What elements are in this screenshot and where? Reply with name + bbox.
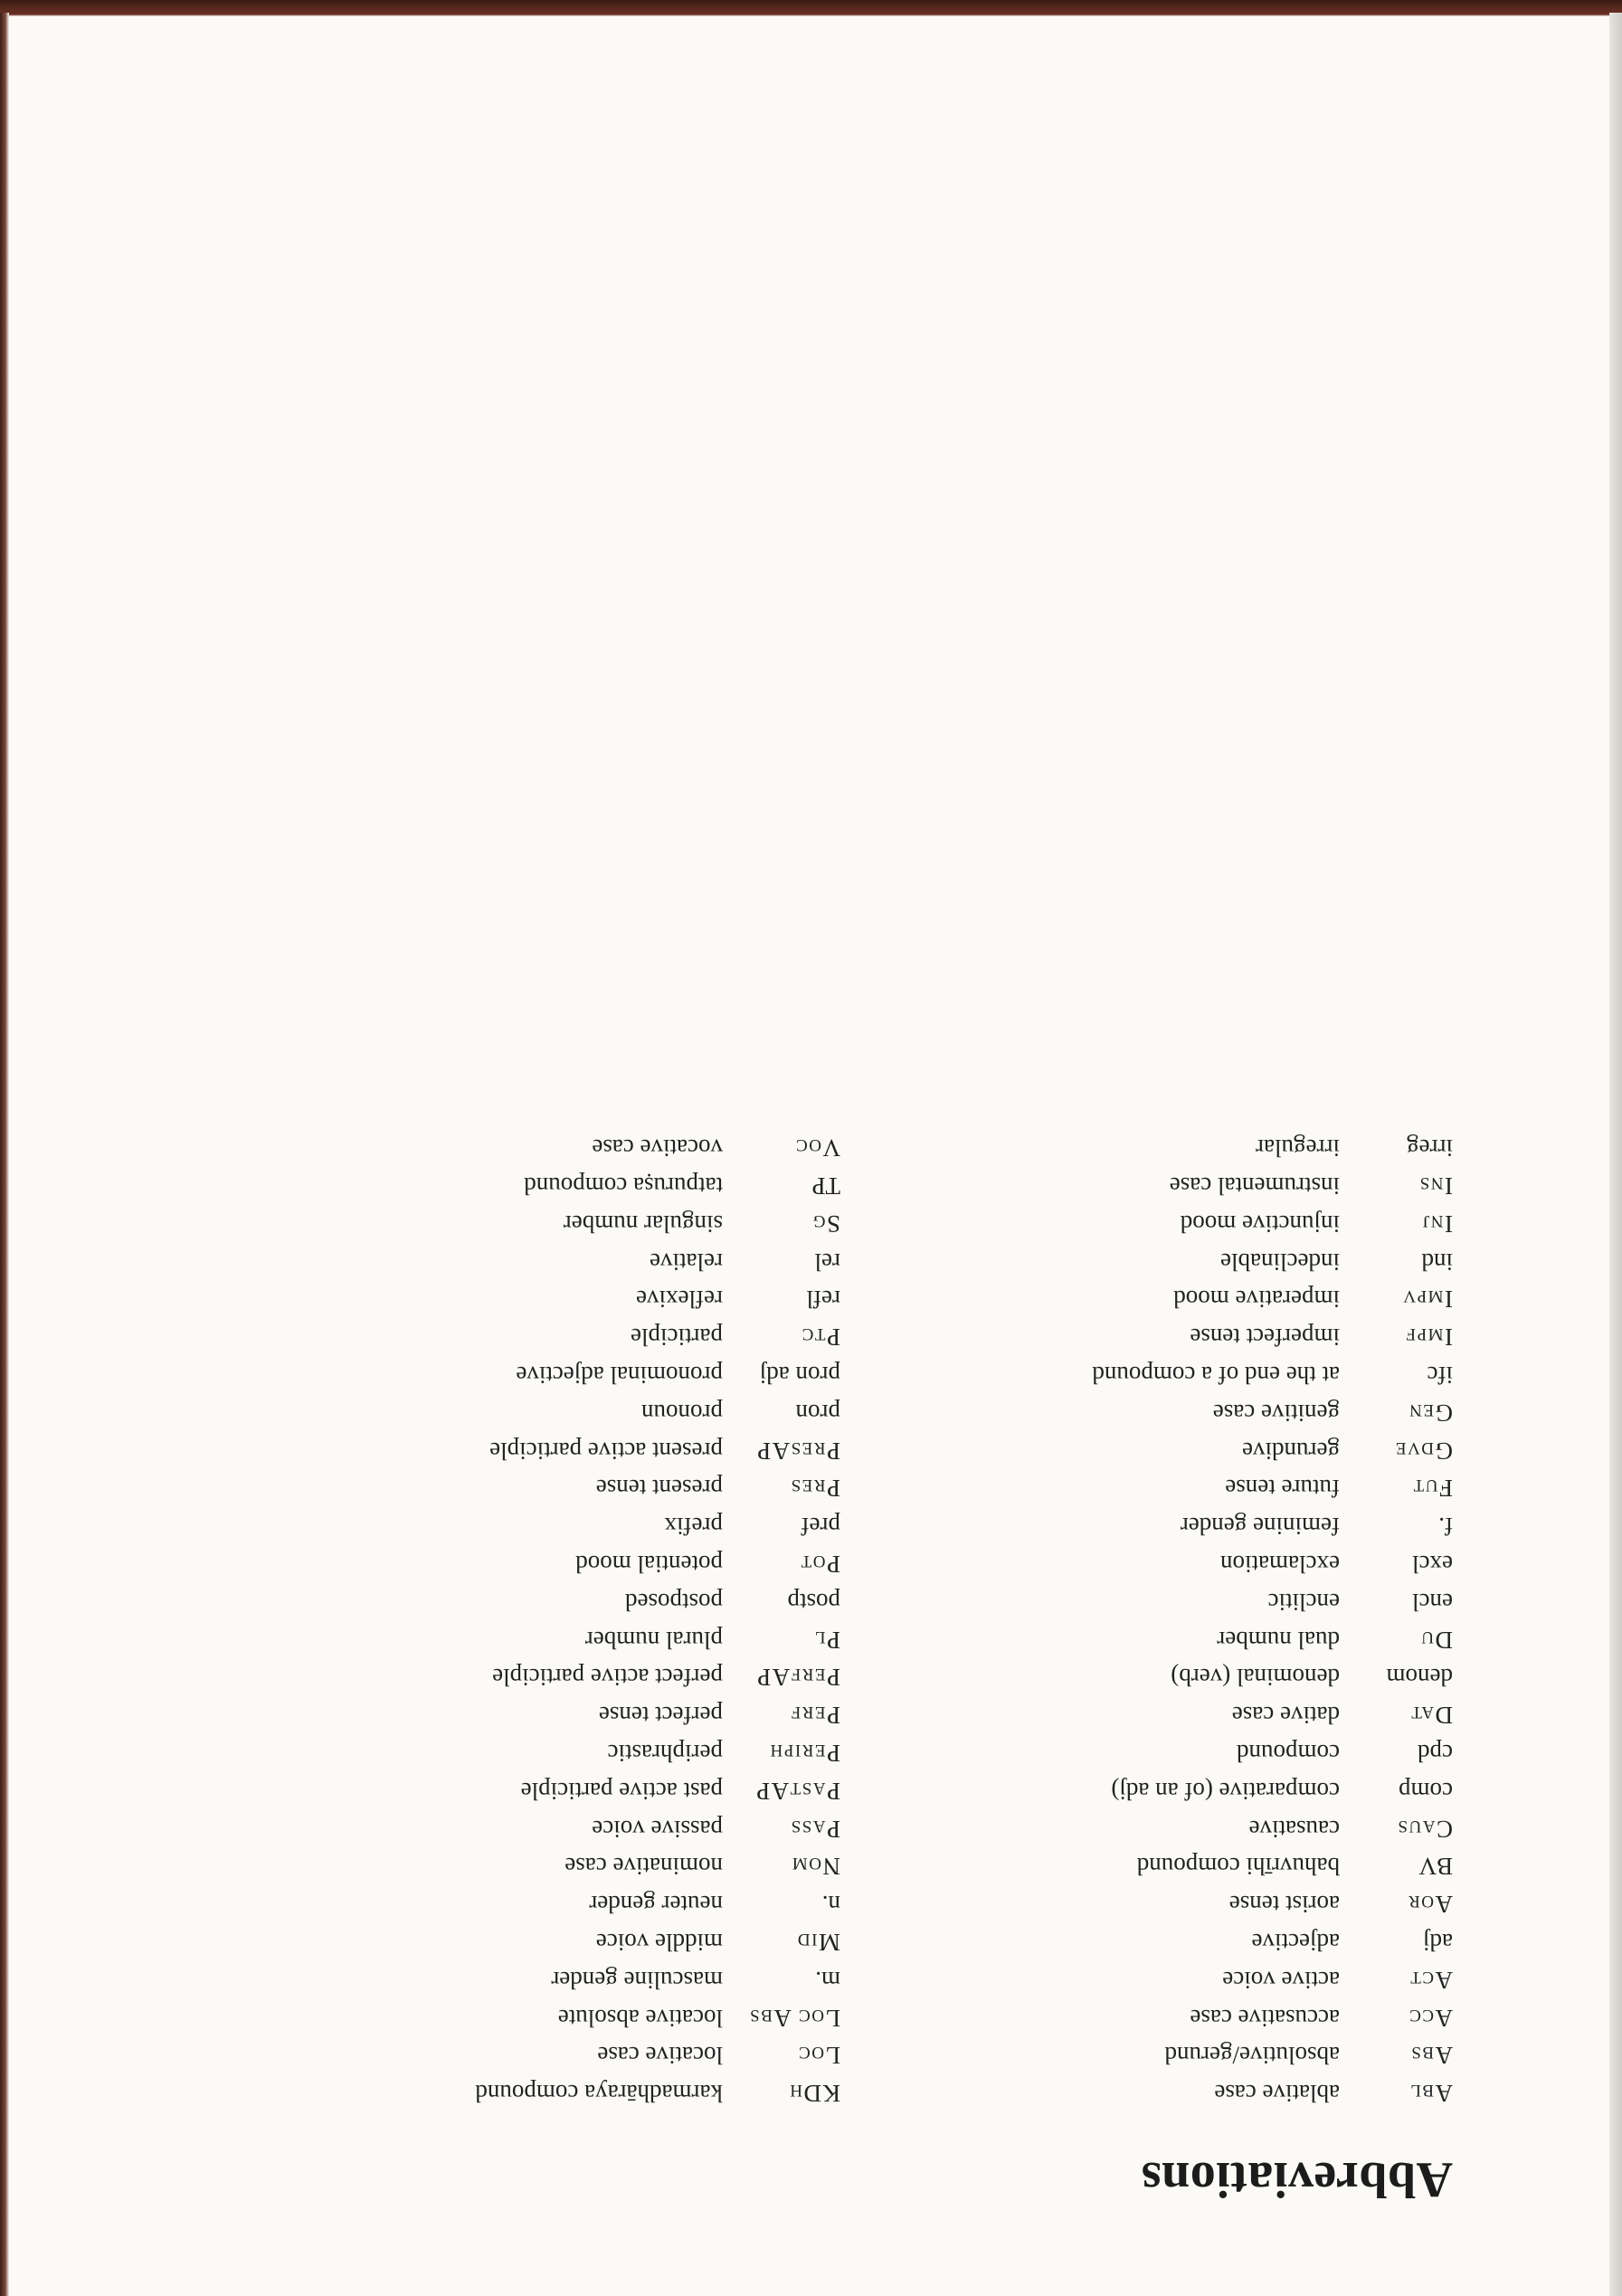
abbreviation-definition: postposed: [625, 1588, 723, 1616]
abbreviation-entry: [1092, 1361, 1453, 1399]
abbreviation-entry: [1092, 1134, 1453, 1172]
abbreviation-term: ifc: [1427, 1361, 1453, 1390]
abbreviation-term: Impv: [1401, 1286, 1453, 1314]
abbreviation-term: Dat: [1409, 1702, 1453, 1730]
abbreviation-definition: ablative case: [1214, 2080, 1340, 2108]
abbreviation-definition: imperative mood: [1173, 1286, 1340, 1314]
abbreviation-term: Pot: [800, 1551, 840, 1579]
abbreviation-entry: [1092, 2004, 1453, 2042]
abbreviation-entry: [475, 1701, 840, 1739]
abbreviation-definition: karmadhāraya compound: [475, 2080, 723, 2108]
abbreviation-definition: present active participle: [489, 1437, 723, 1465]
page-content-rotated: [9, 16, 1609, 2296]
abbreviation-definition: genitive case: [1212, 1399, 1340, 1427]
abbreviation-definition: perfect active participle: [492, 1664, 723, 1692]
abbreviation-entry: [475, 1248, 840, 1286]
abbreviation-term: encl: [1412, 1588, 1453, 1616]
abbreviation-definition: active voice: [1222, 1966, 1340, 1994]
abbreviation-entry: [475, 1890, 840, 1928]
abbreviation-entry: [1092, 1172, 1453, 1210]
abbreviation-entry: [475, 1928, 840, 1966]
abbreviation-term: Gen: [1408, 1399, 1453, 1427]
abbreviation-entry: [475, 1777, 840, 1815]
abbreviation-term: denom: [1386, 1664, 1453, 1692]
abbreviation-term: Mid: [796, 1929, 840, 1957]
abbreviation-term: Impf: [1404, 1324, 1453, 1352]
abbreviation-entry: [475, 1210, 840, 1248]
abbreviation-entry: [475, 1966, 840, 2004]
abbreviation-definition: perfect tense: [598, 1702, 723, 1730]
abbreviation-definition: pronominal adjective: [516, 1361, 723, 1390]
abbreviation-term: Pres: [790, 1475, 840, 1503]
abbreviation-term: Perf: [790, 1702, 840, 1730]
abbreviation-definition: causative: [1248, 1815, 1340, 1843]
abbreviation-definition: potential mood: [575, 1551, 723, 1579]
abbreviation-definition: prefix: [664, 1513, 723, 1541]
abbreviation-term: refl: [806, 1286, 840, 1314]
abbreviation-entry: [475, 1323, 840, 1361]
abbreviation-definition: enclitic: [1267, 1588, 1340, 1616]
abbreviation-entry: [475, 1399, 840, 1437]
abbreviation-entry: [1092, 1323, 1453, 1361]
abbreviation-definition: neuter gender: [589, 1891, 723, 1919]
abbreviation-entry: [1092, 1739, 1453, 1777]
abbreviation-entry: [1092, 2079, 1453, 2117]
abbreviation-definition: vocative case: [592, 1134, 723, 1162]
abbreviation-term: adj: [1423, 1929, 1453, 1957]
abbreviation-term: f.: [1438, 1513, 1453, 1541]
abbreviation-term: Periph: [769, 1740, 840, 1768]
abbreviation-definition: denominal (verb): [1171, 1664, 1340, 1692]
abbreviation-entry: [475, 2079, 840, 2117]
abbreviation-definition: masculine gender: [551, 1966, 723, 1994]
abbreviation-entry: [1092, 1512, 1453, 1550]
abbreviation-definition: irregular: [1256, 1134, 1340, 1162]
abbreviation-term: PresAP: [755, 1437, 840, 1465]
abbreviation-term: TP: [811, 1172, 840, 1200]
abbreviation-definition: gerundive: [1242, 1437, 1340, 1465]
abbreviation-term: rel: [814, 1248, 840, 1276]
book-spine-edge: [0, 13, 9, 2296]
page-title: Abbreviations: [1141, 2151, 1453, 2207]
abbreviation-entry: [1092, 1399, 1453, 1437]
abbreviation-entry: [1092, 1437, 1453, 1475]
abbreviation-definition: bahuvrīhi compound: [1136, 1853, 1340, 1881]
abbreviation-term: Sg: [811, 1210, 840, 1238]
abbreviation-entry: [475, 2004, 840, 2042]
abbreviations-right-column: [475, 1134, 840, 2117]
abbreviation-definition: plural number: [584, 1626, 723, 1654]
abbreviation-definition: pronoun: [641, 1399, 723, 1427]
abbreviation-entry: [1092, 1474, 1453, 1512]
abbreviation-term: irreg: [1407, 1134, 1453, 1162]
abbreviation-term: Nom: [791, 1853, 840, 1881]
abbreviation-entry: [1092, 1777, 1453, 1815]
abbreviations-left-column: [1092, 1134, 1453, 2117]
abbreviation-term: PastAP: [754, 1777, 840, 1805]
abbreviation-definition: past active participle: [520, 1777, 723, 1805]
abbreviation-entry: [475, 1474, 840, 1512]
abbreviation-entry: [475, 1663, 840, 1701]
abbreviation-term: Ptc: [801, 1324, 840, 1352]
abbreviation-definition: passive voice: [592, 1815, 723, 1843]
abbreviation-entry: [1092, 1285, 1453, 1323]
abbreviation-definition: imperfect tense: [1190, 1324, 1340, 1352]
abbreviation-term: Abl: [1409, 2080, 1453, 2108]
abbreviation-definition: tatpuruṣa compound: [524, 1172, 723, 1200]
abbreviation-entry: [1092, 1663, 1453, 1701]
page-right-edge: [1609, 13, 1622, 2296]
abbreviation-entry: [1092, 2041, 1453, 2079]
abbreviation-term: Fut: [1412, 1475, 1453, 1503]
abbreviation-definition: periphrastic: [607, 1740, 723, 1768]
abbreviation-entry: [475, 2041, 840, 2079]
abbreviation-entry: [475, 1550, 840, 1588]
abbreviation-entry: [1092, 1701, 1453, 1739]
abbreviation-entry: [475, 1172, 840, 1210]
abbreviation-definition: aorist tense: [1228, 1891, 1340, 1919]
abbreviation-term: pron: [795, 1399, 840, 1427]
abbreviation-definition: dative case: [1231, 1702, 1340, 1730]
abbreviation-term: m.: [815, 1966, 840, 1994]
abbreviation-term: postp: [787, 1588, 840, 1616]
abbreviation-definition: compound: [1237, 1740, 1340, 1768]
abbreviation-entry: [475, 1588, 840, 1626]
abbreviation-definition: at the end of a compound: [1092, 1361, 1340, 1390]
abbreviation-definition: accusative case: [1190, 2004, 1340, 2032]
abbreviation-entry: [1092, 1890, 1453, 1928]
abbreviation-definition: locative case: [597, 2042, 723, 2070]
abbreviation-term: Inj: [1421, 1210, 1453, 1238]
abbreviation-definition: singular number: [563, 1210, 723, 1238]
abbreviation-definition: adjective: [1251, 1929, 1340, 1957]
abbreviation-entry: [475, 1134, 840, 1172]
abbreviation-entry: [475, 1815, 840, 1853]
abbreviation-term: Voc: [794, 1134, 840, 1162]
abbreviation-entry: [475, 1626, 840, 1664]
abbreviation-term: Acc: [1408, 2004, 1453, 2032]
abbreviation-term: Loc: [797, 2042, 840, 2070]
abbreviation-term: BV: [1418, 1853, 1453, 1881]
abbreviation-definition: injunctive mood: [1180, 1210, 1340, 1238]
abbreviation-definition: exclamation: [1220, 1551, 1340, 1579]
abbreviation-term: n.: [821, 1891, 840, 1919]
abbreviation-term: Loc Abs: [748, 2004, 840, 2032]
abbreviation-term: KDh: [788, 2080, 840, 2108]
abbreviation-entry: [1092, 1966, 1453, 2004]
abbreviation-term: PerfAP: [755, 1664, 840, 1692]
abbreviation-entry: [475, 1437, 840, 1475]
abbreviation-entry: [475, 1739, 840, 1777]
abbreviation-term: Pl: [813, 1626, 840, 1654]
abbreviation-entry: [1092, 1928, 1453, 1966]
abbreviation-entry: [1092, 1588, 1453, 1626]
abbreviation-term: Pass: [790, 1815, 840, 1843]
abbreviation-term: Ins: [1418, 1172, 1453, 1200]
abbreviation-entry: [475, 1285, 840, 1323]
abbreviation-definition: absolutive/gerund: [1164, 2042, 1340, 2070]
abbreviation-term: Abs: [1409, 2042, 1453, 2070]
abbreviation-entry: [475, 1361, 840, 1399]
abbreviation-definition: nominative case: [564, 1853, 723, 1881]
abbreviation-entry: [1092, 1815, 1453, 1853]
abbreviation-definition: feminine gender: [1180, 1513, 1340, 1541]
abbreviation-term: ind: [1421, 1248, 1453, 1276]
abbreviation-entry: [475, 1852, 840, 1890]
abbreviation-definition: dual number: [1217, 1626, 1340, 1654]
abbreviation-term: Act: [1409, 1966, 1453, 1994]
abbreviation-definition: present tense: [595, 1475, 723, 1503]
abbreviation-term: cpd: [1418, 1740, 1453, 1768]
abbreviation-term: comp: [1399, 1777, 1453, 1805]
abbreviation-entry: [1092, 1852, 1453, 1890]
abbreviation-definition: locative absolute: [557, 2004, 723, 2032]
abbreviation-definition: relative: [650, 1248, 723, 1276]
abbreviation-definition: comparative (of an adj): [1111, 1777, 1340, 1805]
abbreviation-term: Caus: [1396, 1815, 1453, 1843]
abbreviation-definition: middle voice: [595, 1929, 723, 1957]
abbreviation-entry: [1092, 1248, 1453, 1286]
abbreviation-term: pron adj: [759, 1361, 840, 1390]
abbreviation-entry: [1092, 1210, 1453, 1248]
abbreviation-term: Gdve: [1394, 1437, 1453, 1465]
abbreviation-term: Aor: [1407, 1891, 1453, 1919]
abbreviation-term: excl: [1412, 1551, 1453, 1579]
abbreviation-term: Du: [1419, 1626, 1453, 1654]
abbreviation-definition: participle: [631, 1324, 723, 1352]
abbreviation-term: pref: [801, 1513, 840, 1541]
book-page: [9, 16, 1609, 2296]
abbreviation-entry: [1092, 1550, 1453, 1588]
abbreviation-entry: [1092, 1626, 1453, 1664]
abbreviation-definition: indeclinable: [1220, 1248, 1340, 1276]
abbreviation-definition: future tense: [1225, 1475, 1340, 1503]
abbreviation-definition: instrumental case: [1169, 1172, 1340, 1200]
abbreviation-entry: [475, 1512, 840, 1550]
abbreviation-definition: reflexive: [636, 1286, 723, 1314]
